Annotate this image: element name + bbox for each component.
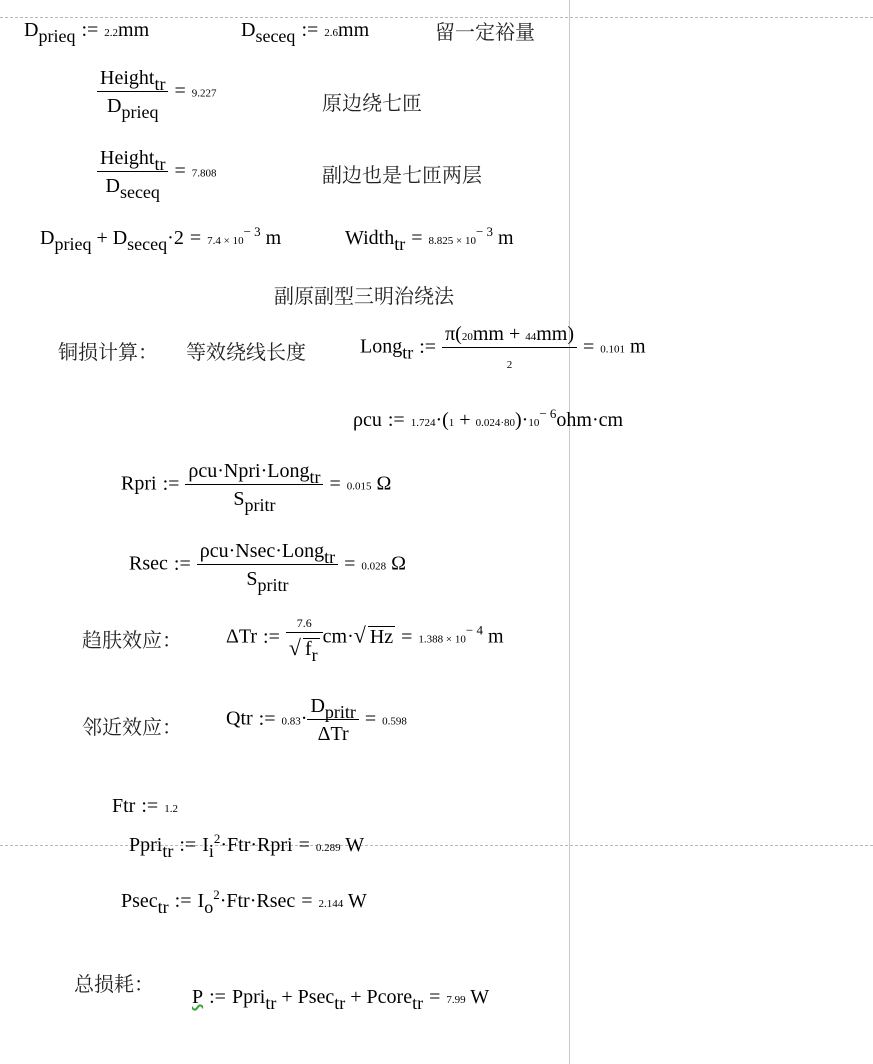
rpri-value: 0.015 [346,480,372,493]
long-tr-value: 0.101 [600,343,626,356]
psec-value: 2.144 [318,898,344,910]
rsec-value: 0.028 [361,560,387,573]
ppri-definition[interactable]: Ppri$_{tr}$ := $I_i^2\cdot Ftr\cdot Rpri = 0.289$ W [129,831,365,861]
delta-tr-exponent: − 4 [465,622,483,638]
ftr-value: 1.2 [164,803,178,815]
primary-turns-note: 原边绕七匝 [322,91,422,115]
delta-tr-definition[interactable]: ΔTr := $\frac{7.6}{√ f_r}$ cm·√ $Hz = 1.388 \times 10^{- 4}$ m [226,616,504,665]
total-loss-label: 总损耗： [74,972,154,996]
total-power-definition[interactable]: P := Ppri$_{tr}$ + Psec$_{tr}$ + Pcore$_{tr}$ = 7.99 W [192,986,490,1013]
rho-exponent: − 6 [539,406,557,421]
rsec-definition[interactable]: Rsec := $\frac{\rho cu\cdot Nsec\cdot Long_{tr}}{S_{pritr}}$ = 0.028 Ω [129,540,407,595]
copper-loss-label: 铜损计算： [58,340,158,364]
long-divisor: 2 [506,359,513,371]
rho-cu-definition[interactable]: ρcu := $1.724\cdot(1 + 0.024\cdot 80)\cdot 10^{- 6}ohm\cdot cm$ [353,406,624,431]
ratio-primary-value: 9.227 [191,87,217,100]
delta-tr-numerator: 7.6 [296,616,312,630]
ratio-secondary-value: 7.808 [191,167,217,180]
psec-definition[interactable]: Psec$_{tr}$ := $I_o^2\cdot Ftr\cdot Rsec = 2.144$ W [121,887,367,917]
allowance-note: 留一定裕量 [435,20,535,44]
delta-tr-value: 1.388 [418,633,444,646]
qtr-coefficient: 0.83 [281,715,301,728]
dprieq-value: 2.2 [104,27,119,39]
width-value: 8.825 [428,235,454,247]
proximity-effect-label: 邻近效应： [82,715,182,739]
qtr-definition[interactable]: Qtr := 0.83· $\frac{D_{pritr}}{\text{ΔTr}}$ = 0.598 [226,695,407,745]
secondary-turns-note: 副边也是七匝两层 [322,163,482,187]
long-b-value: 44 [525,331,537,343]
skin-effect-label: 趋肤效应： [82,628,182,652]
ppri-value: 0.289 [315,842,341,854]
ftr-definition[interactable]: Ftr := 1.2 [112,795,178,817]
qtr-value: 0.598 [382,715,407,728]
rho-temp-value: 80 [503,417,515,429]
dseceq-definition[interactable]: $D_{seceq}$ := 2.6mm [241,19,370,46]
mean-turn-length-label: 等效绕线长度 [186,340,306,364]
rpri-definition[interactable]: Rpri := $\frac{\rho cu\cdot Npri\cdot Long_{tr}}{S_{pritr}}$ = 0.015 Ω [121,460,392,515]
rho-alpha-value: 0.024 [475,417,501,429]
diameter-sum-exponent: − 3 [243,224,261,239]
ratio-primary-eq[interactable]: $\frac{Height_{tr}}{D_{prieq}}$ = 9.227 [97,68,216,116]
diameter-sum-eq[interactable]: $D_{prieq} + D_{seceq}\cdot 2 = 7.4 \times 10^{- 3}$ m [40,224,282,254]
rho-base-value: 1.724 [410,417,436,429]
page-boundary-vertical [569,0,570,1064]
sandwich-winding-note: 副原副型三明治绕法 [274,284,454,308]
diameter-sum-value: 7.4 [207,235,221,247]
dseceq-value: 2.6 [324,27,339,39]
total-power-value: 7.99 [446,994,466,1006]
long-tr-definition[interactable]: Long$_{tr}$ := $\frac{\pi(20mm + 44mm)}{2}$ = 0.101 m [360,323,646,371]
ratio-secondary-eq[interactable]: $\frac{Height_{tr}}{D_{seceq}}$ = 7.808 [97,148,216,196]
long-a-value: 20 [461,331,473,343]
dprieq-definition[interactable]: $D_{prieq}$ := 2.2mm [24,19,150,46]
width-eq[interactable]: Width$_{tr}$ = $8.825 \times 10^{- 3}$ m [345,224,514,254]
width-exponent: − 3 [475,224,494,239]
